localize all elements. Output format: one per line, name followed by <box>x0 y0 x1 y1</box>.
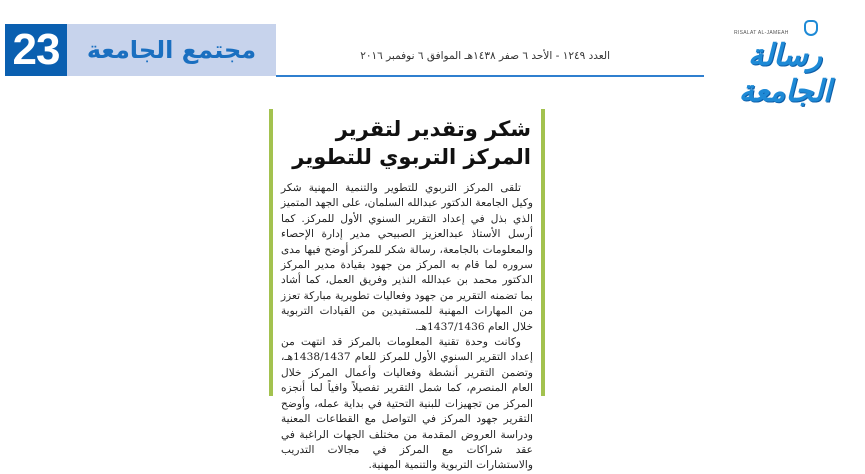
section-title: مجتمع الجامعة <box>86 36 257 64</box>
page-header <box>0 0 865 109</box>
article-body <box>281 181 533 474</box>
masthead-arabic-name: رسالة الجامعة <box>738 38 832 109</box>
article-paragraph: تلقى المركز التربوي للتطوير والتنمية المهنية شكر وكيل الجامعة الدكتور عبدالله السلمان، على الجهد المتميز الذي بذل في إعداد التقرير السنوي الأول للمركز. كما أرسل الأستاذ عبدالعزيز الصبيحي مدير إدارة الإحصاء والمعلومات بالجامعة، رسالة شكر للمركز أوضح فيها مدى سروره لما قام به المركز من جهود بقيادة مدير المركز الدكتور محمد بن عبدالله النذير وفريق العمل، كما أشاد بما تضمنه التقرير من جهود وفعاليات تطويرية مباركة تعزز من المهارات المهنية للمستفيدين من القيادات التربوية خلال العام 1437/1436هـ. <box>281 182 533 333</box>
university-emblem-icon <box>804 20 818 36</box>
page-number-badge: 23 <box>5 24 67 76</box>
article-paragraph: وكانت وحدة تقنية المعلومات بالمركز قد انتهت من إعداد التقرير السنوي الأول للمركز للعام 1438/1437هـ، وتضمن التقرير أنشطة وفعاليات وأعمال المركز خلال العام المنصرم، كما شمل التقرير تفصيلاً وافياً لما أنجزه المركز من تجهيزات للبنية التحتية في بداية عمله، وأوضح التقرير جهود المركز في التواصل مع القطاعات المعنية ودراسة العروض المقدمة من مختلف الجهات الراغبة في عقد شراكات مع المركز في مجالات التدريب والاستشارات التربوية والتنمية المهنية. <box>281 336 533 472</box>
masthead-latin-name: RISALAT AL-JAMEAH <box>734 30 789 36</box>
header-divider <box>276 75 704 77</box>
article-headline: شكر وتقدير لتقرير المركز التربوي للتطوير <box>292 117 531 169</box>
issue-date-line: العدد ١٢٤٩ - الأحد ٦ صفر ١٤٣٨هـ الموافق ٦ نوفمبر ٢٠١٦ <box>360 50 610 62</box>
section-band <box>67 24 276 76</box>
masthead-logo <box>706 20 864 109</box>
article-box <box>269 109 545 472</box>
